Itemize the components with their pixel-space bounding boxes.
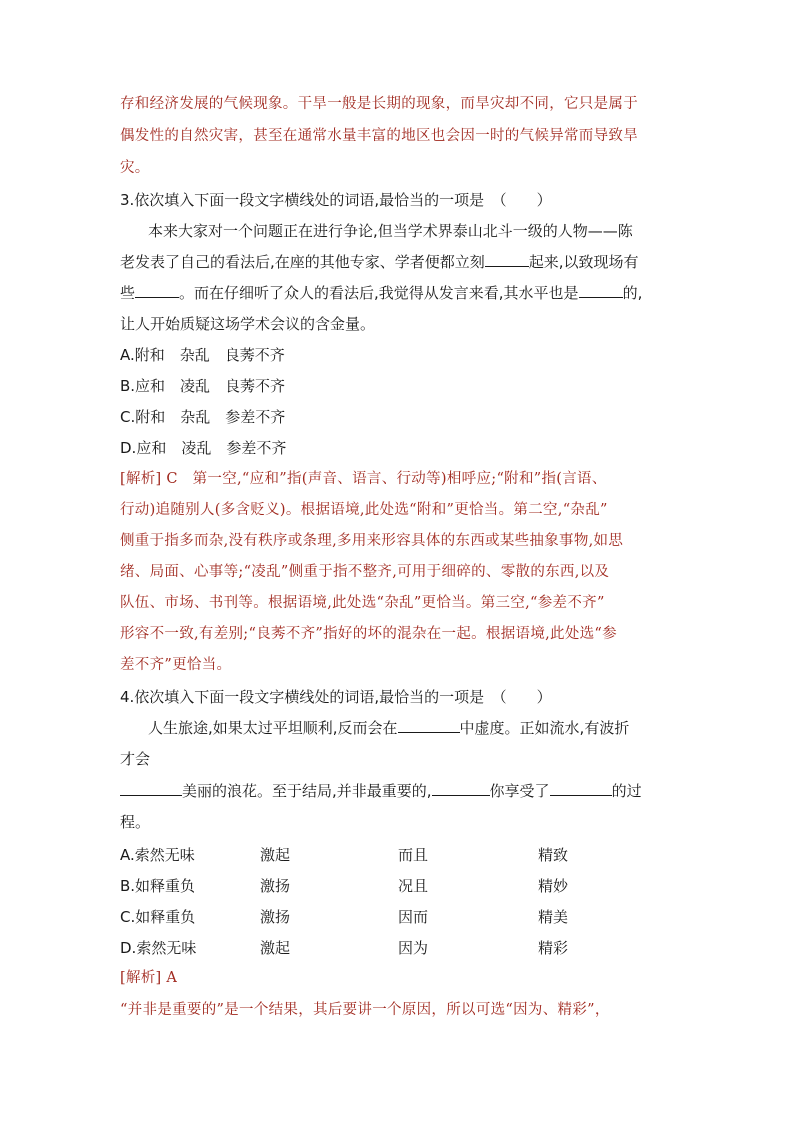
passage-text: 美丽的浪花。至于结局,并非最重要的, (182, 782, 432, 800)
option-cell: 因为 (398, 939, 429, 957)
analysis-continuation-line: 存和经济发展的气候现象。干旱一般是长期的现象，而旱灾却不同，它只是属于 (120, 96, 638, 112)
question-4-passage-line: 才会 (120, 750, 151, 768)
option-cell: 精妙 (538, 877, 569, 895)
question-3-analysis-line: 形容不一致,有差别;“良莠不齐”指好的坏的混杂在一起。根据语境,此处选“参 (120, 626, 617, 642)
analysis-continuation-line: 灾。 (120, 160, 150, 176)
question-3-analysis-line: 行动)追随别人(多含贬义)。根据语境,此处选“附和”更恰当。第二空,“杂乱” (120, 502, 608, 518)
passage-text: 。而在仔细听了众人的看法后,我觉得从发言来看,其水平也是 (179, 284, 579, 302)
question-3-stem: 3.依次填入下面一段文字横线处的词语,最恰当的一项是 （ ） (120, 191, 552, 209)
option-cell: 而且 (398, 846, 429, 864)
question-3-option: C.附和 杂乱 参差不齐 (120, 408, 286, 426)
question-3-option: A.附和 杂乱 良莠不齐 (120, 346, 285, 364)
option-cell: 激起 (260, 939, 291, 957)
fill-blank (398, 718, 460, 733)
question-3-passage-line (120, 283, 642, 303)
fill-blank (579, 283, 623, 298)
question-3-analysis-line: 侧重于指多而杂,没有秩序或条理,多用来形容具体的东西或某些抽象事物,如思 (120, 533, 624, 549)
option-cell: C.如释重负 (120, 908, 196, 926)
option-cell: 激扬 (260, 877, 291, 895)
option-cell: 因而 (398, 908, 429, 926)
passage-text: 些 (120, 284, 136, 302)
option-cell: 激起 (260, 846, 291, 864)
fill-blank (135, 283, 179, 298)
passage-text: 中虚度。正如流水,有波折 (459, 719, 630, 737)
question-4-analysis-line: “并非是重要的”是一个结果，其后要讲一个原因，所以可选“因为、精彩”， (120, 1002, 610, 1018)
fill-blank (485, 252, 529, 267)
passage-text: 的过 (611, 782, 642, 800)
question-4-stem: 4.依次填入下面一段文字横线处的词语,最恰当的一项是 （ ） (120, 688, 552, 706)
question-3-analysis-line: 队伍、市场、书刊等。根据语境,此处选“杂乱”更恰当。第三空,“参差不齐” (120, 595, 605, 611)
question-3-option: D.应和 凌乱 参差不齐 (120, 439, 287, 457)
option-cell: D.索然无味 (120, 939, 197, 957)
question-3-passage-line: 让人开始质疑这场学术会议的含金量。 (120, 315, 376, 333)
fill-blank (550, 781, 612, 796)
option-cell: 精美 (538, 908, 569, 926)
option-cell: A.索然无味 (120, 846, 195, 864)
passage-text: 人生旅途,如果太过平坦顺利,反而会在 (148, 719, 398, 737)
option-cell: 精致 (538, 846, 569, 864)
question-4-passage-line (148, 718, 629, 738)
passage-text: 你享受了 (489, 782, 550, 800)
question-4-passage-line: 程。 (120, 813, 151, 831)
fill-blank (432, 781, 490, 796)
option-cell: 精彩 (538, 939, 569, 957)
analysis-continuation-line: 偶发性的自然灾害，甚至在通常水量丰富的地区也会因一时的气候异常而导致旱 (120, 128, 638, 144)
fill-blank (120, 781, 182, 796)
option-cell: B.如释重负 (120, 877, 196, 895)
option-cell: 激扬 (260, 908, 291, 926)
question-3-passage-line (120, 252, 639, 272)
passage-text: 起来,以致现场有 (528, 253, 639, 271)
question-4-passage-line (120, 781, 642, 801)
question-3-passage-line: 本来大家对一个问题正在进行争论,但当学术界泰山北斗一级的人物——陈 (148, 222, 633, 240)
option-cell: 况且 (398, 877, 429, 895)
question-4-analysis-label: [解析] A (120, 970, 178, 986)
question-3-analysis-line: [解析] C 第一空,“应和”指(声音、语言、行动等)相呼应;“附和”指(言语、 (120, 471, 607, 487)
question-3-analysis-line: 绪、局面、心事等;“凌乱”侧重于指不整齐,可用于细碎的、零散的东西,以及 (120, 564, 610, 580)
question-3-analysis-line: 差不齐”更恰当。 (120, 657, 232, 673)
question-3-option: B.应和 凌乱 良莠不齐 (120, 377, 286, 395)
passage-text: 老发表了自己的看法后,在座的其他专家、学者便都立刻 (120, 253, 485, 271)
passage-text: 的, (622, 284, 643, 302)
